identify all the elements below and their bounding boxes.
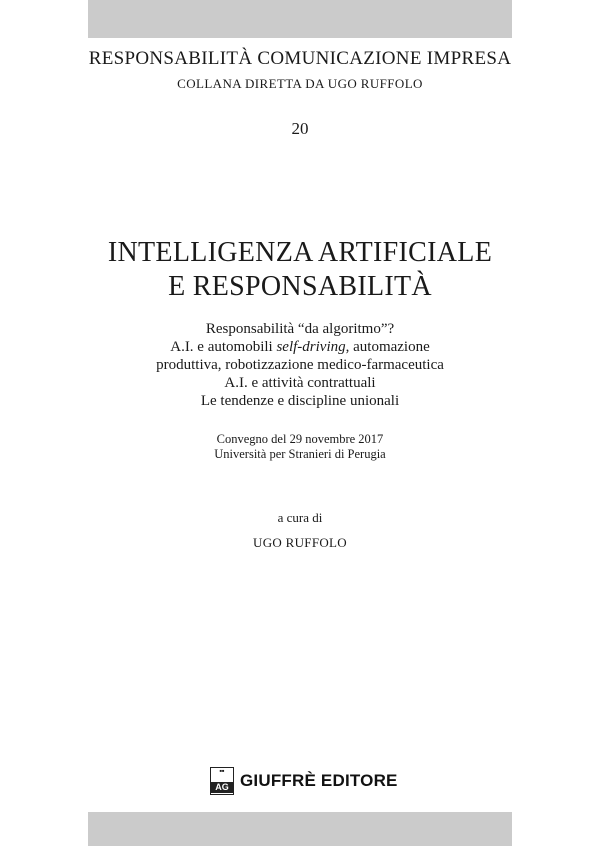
curated-by-label: a cura di — [277, 510, 323, 525]
publisher-logo-mark: AG — [211, 782, 233, 793]
publisher-logo-icon — [210, 767, 234, 795]
conference-venue: Università per Stranieri di Perugia — [214, 447, 386, 461]
subtitle-line-4: A.I. e attività contrattuali — [224, 375, 376, 391]
editor-name: UGO RUFFOLO — [253, 535, 347, 550]
book-subtitle-block — [0, 320, 600, 410]
series-subtitle: COLLANA DIRETTA DA UGO RUFFOLO — [177, 76, 423, 91]
subtitle-line-3: produttiva, robotizzazione medico-farmaceutica — [156, 357, 444, 373]
publisher-block — [210, 766, 398, 796]
conference-date: Convegno del 29 novembre 2017 — [216, 432, 384, 446]
publisher-logo-text: ■■ — [219, 768, 225, 773]
conference-info — [0, 432, 600, 462]
subtitle-line-2-end: , automazione — [345, 339, 430, 355]
subtitle-line-5: Le tendenze e discipline unionali — [200, 393, 400, 409]
subtitle-line-2-italic: self-driving — [276, 339, 346, 355]
book-title-line-1: INTELLIGENZA ARTIFICIALE — [107, 237, 493, 268]
bottom-decorative-band — [88, 812, 512, 846]
subtitle-line-2 — [0, 338, 600, 356]
volume-number: 20 — [291, 119, 309, 138]
book-title-line-2: E RESPONSABILITÀ — [168, 271, 432, 302]
subtitle-line-1: Responsabilità “da algoritmo”? — [205, 321, 395, 337]
subtitle-line-2-start: A.I. e automobili — [170, 339, 277, 355]
top-decorative-band — [88, 0, 512, 38]
publisher-name: GIUFFRÈ EDITORE — [240, 771, 398, 790]
book-title — [0, 236, 600, 304]
series-title: RESPONSABILITÀ COMUNICAZIONE IMPRESA — [88, 48, 512, 69]
